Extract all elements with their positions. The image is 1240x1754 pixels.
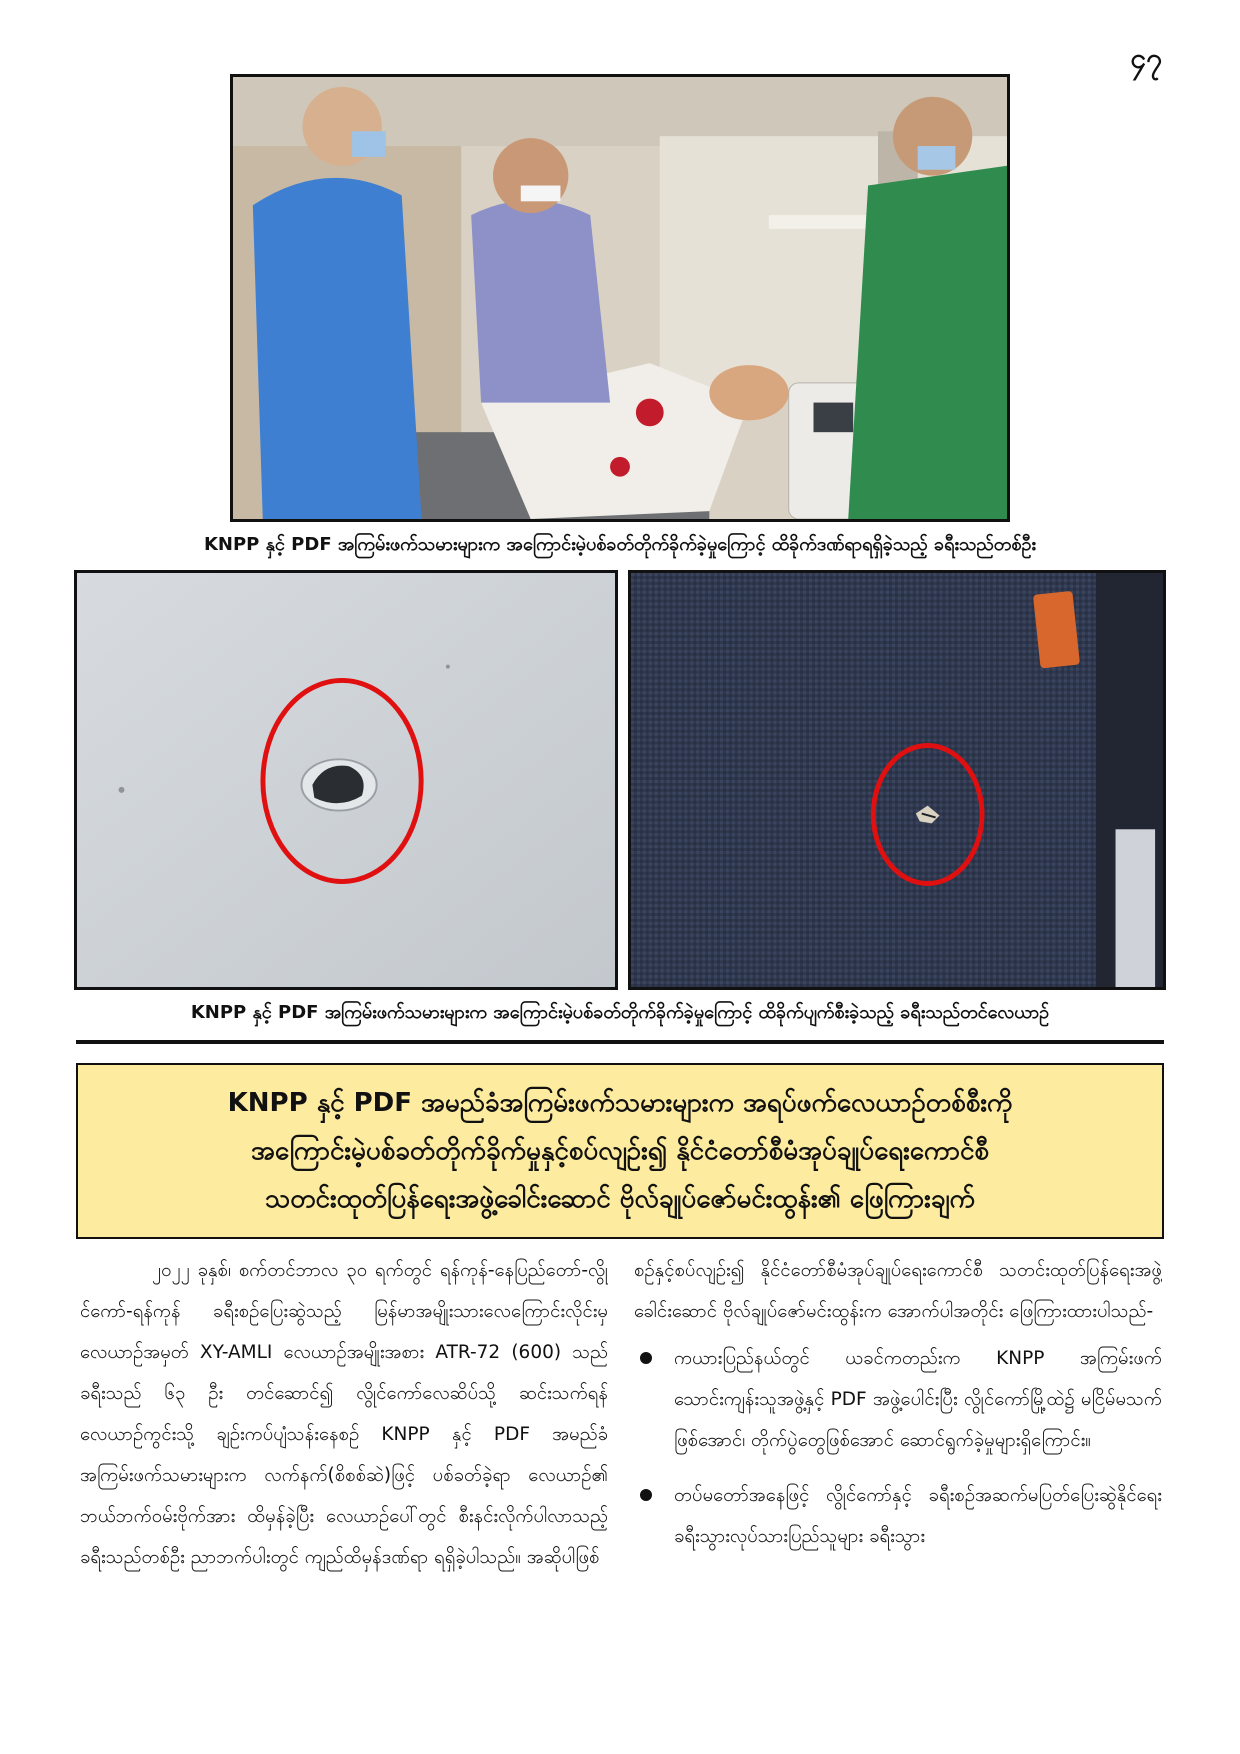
article-paragraph-2: စဉ်နှင့်စပ်လျဉ်း၍ နိုင်ငံတော်စီမံအုပ်ချုပ်ရေးကောင်စီ သတင်းထုတ်ပြန်ရေးအဖွဲ့ခေါင်းဆောင် ဗိုလ်ချုပ်ဇော်မင်းထွန်းက အောက်ပါအတိုင်း ဖြေကြားထားပါသည်- <box>634 1260 1162 1322</box>
bullet-icon <box>640 1352 652 1364</box>
headline-line-2: အကြောင်းမဲ့ပစ်ခတ်တိုက်ခိုက်မှုနှင့်စပ်လျဉ်း၍ နိုင်ငံတော်စီမံအုပ်ချုပ်ရေးကောင်စီ <box>250 1136 990 1166</box>
seat-damage-image <box>631 573 1163 987</box>
article-column-right <box>634 1250 1162 1720</box>
section-divider <box>76 1040 1164 1044</box>
headline-box <box>76 1063 1164 1239</box>
list-item-text: တပ်မတော်အနေဖြင့် လွိုင်ကော်နှင့် ခရီးစဉ်အဆက်မပြတ်ပြေးဆွဲနိုင်ရေး ခရီးသွားလုပ်သားပြည်သူများ ခရီးသွား <box>674 1485 1162 1547</box>
injured-passenger-photo <box>230 74 1010 522</box>
top-photo-caption: KNPP နှင့် PDF အကြမ်းဖက်သမားများက အကြောင်းမဲ့ပစ်ခတ်တိုက်ခိုက်ခဲ့မှုကြောင့် ထိခိုက်ဒဏ်ရာရရှိခဲ့သည့် ခရီးသည်တစ်ဦး <box>203 534 1037 555</box>
bottom-photos-caption: KNPP နှင့် PDF အကြမ်းဖက်သမားများက အကြောင်းမဲ့ပစ်ခတ်တိုက်ခိုက်ခဲ့မှုကြောင့် ထိခိုက်ပျက်စီးခဲ့သည့် ခရီးသည်တင်လေယာဉ် <box>190 1002 1050 1023</box>
list-item <box>634 1475 1162 1557</box>
hospital-scene-image <box>233 77 1007 519</box>
seat-damage-photo <box>628 570 1166 990</box>
headline-line-1: KNPP နှင့် PDF အမည်ခံအကြမ်းဖက်သမားများက အရပ်ဖက်လေယာဉ်တစ်စီးကို <box>227 1088 1013 1118</box>
statement-bullet-list <box>634 1338 1162 1557</box>
list-item-text: ကယားပြည်နယ်တွင် ယခင်ကတည်းက KNPP အကြမ်းဖက်သောင်းကျန်းသူအဖွဲ့နှင့် PDF အဖွဲ့ပေါင်းပြီး လွိုင်ကော်မြို့ထဲ၌ မငြိမ်မသက်ဖြစ်အောင်၊ တိုက်ပွဲတွေဖြစ်အောင် ဆောင်ရွက်ခဲ့မှုများရှိကြောင်း။ <box>674 1348 1162 1451</box>
article-paragraph-1: ၂၀၂၂ ခုနှစ်၊ စက်တင်ဘာလ ၃၀ ရက်တွင် ရန်ကုန်-နေပြည်တော်-လွိုင်ကော်-ရန်ကုန် ခရီးစဉ်ပြေးဆွဲသည့် မြန်မာအမျိုးသားလေကြောင်းလိုင်းမှ လေယာဉ်အမှတ် XY-AMLI လေယာဉ်အမျိုးအစား ATR-72 (600) သည် ခရီးသည် ၆၃ ဦး တင်ဆောင်၍ လွိုင်ကော်လေဆိပ်သို့ ဆင်းသက်ရန် လေယာဉ်ကွင်းသို့ ချဉ်းကပ်ပျံသန်းနေစဉ် KNPP နှင့် PDF အမည်ခံအကြမ်းဖက်သမားများက လက်နက်(စိစစ်ဆဲ)ဖြင့် ပစ်ခတ်ခဲ့ရာ လေယာဉ်၏ ဘယ်ဘက်ဝမ်းဗိုက်အား ထိမှန်ခဲ့ပြီး လေယာဉ်ပေါ်တွင် စီးနင်းလိုက်ပါလာသည့် ခရီးသည်တစ်ဦး ညာဘက်ပါးတွင် ကျည်ထိမှန်ဒဏ်ရာ ရရှိခဲ့ပါသည်။ အဆိုပါဖြစ် <box>80 1260 608 1568</box>
bullet-icon <box>640 1489 652 1501</box>
page-number: ၄၇ <box>1130 42 1162 75</box>
article-column-left <box>80 1250 608 1720</box>
hull-damage-image <box>77 573 615 987</box>
aircraft-hull-bullet-hole-photo <box>74 570 618 990</box>
headline-line-3: သတင်းထုတ်ပြန်ရေးအဖွဲ့ခေါင်းဆောင် ဗိုလ်ချုပ်ဇော်မင်းထွန်း၏ ဖြေကြားချက် <box>265 1184 975 1214</box>
list-item <box>634 1338 1162 1461</box>
